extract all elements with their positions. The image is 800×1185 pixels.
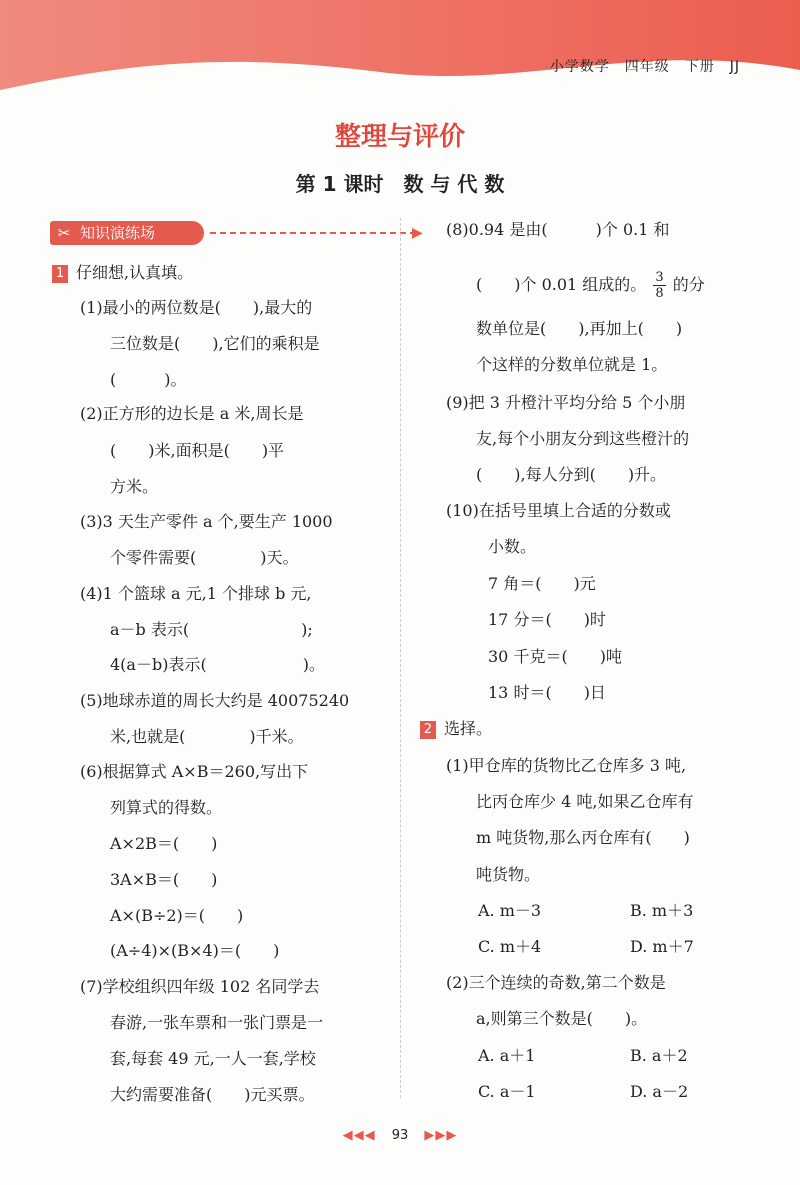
text-line: (5)地球赤道的周长大约是 40075240 (80, 691, 350, 710)
text-line-with-fraction (476, 270, 705, 301)
subject-label: 小学数学 四年级 下册 JJ (549, 59, 740, 75)
text-line: ( ),每人分到( )升。 (476, 465, 667, 484)
option-b: B. m＋3 (630, 901, 694, 920)
banner-dash (210, 232, 416, 234)
text-line: 大约需要准备( )元买票。 (110, 1085, 315, 1104)
text-line: 吨货物。 (476, 865, 541, 884)
text-line: A×2B＝( ) (110, 834, 218, 853)
text-line: (9)把 3 升橙汁平均分给 5 个小朋 (446, 393, 686, 412)
option-a: A. m－3 (478, 901, 542, 920)
text-line: A×(B÷2)＝( ) (110, 906, 244, 925)
text-line: 列算式的得数。 (110, 798, 223, 817)
header-band (0, 0, 800, 100)
text-line: 友,每个小朋友分到这些橙汁的 (476, 429, 690, 448)
text-line: (3)3 天生产零件 a 个,要生产 1000 (80, 512, 333, 531)
text-line: (7)学校组织四年级 102 名同学去 (80, 977, 320, 996)
text-line: 数单位是( ),再加上( ) (476, 319, 683, 338)
text-line: 三位数是( ),它们的乘积是 (110, 334, 320, 353)
scissors-icon: ✂ (57, 224, 71, 242)
text-line: 方米。 (110, 477, 159, 496)
text-line: 米,也就是( )千米。 (110, 727, 304, 746)
text-line: (6)根据算式 A×B＝260,写出下 (80, 762, 309, 781)
text-line: 30 千克＝( )吨 (488, 647, 622, 666)
text-line: 套,每套 49 元,一人一套,学校 (110, 1049, 316, 1068)
text-line: 小数。 (488, 537, 537, 556)
question-2-title: 选择。 (444, 719, 493, 738)
text-segment: ( )个 0.01 组成的。 (476, 275, 647, 294)
arrow-right-icon: ▶ (412, 225, 423, 241)
text-line: 比丙仓库少 4 吨,如果乙仓库有 (476, 792, 694, 811)
text-line: 个零件需要( )天。 (110, 548, 299, 567)
text-line: 3A×B＝( ) (110, 870, 218, 889)
text-line: (8)0.94 是由( )个 0.1 和 (446, 220, 670, 239)
text-line: ( )米,面积是( )平 (110, 441, 285, 460)
text-line: 个这样的分数单位就是 1。 (476, 355, 668, 374)
fraction-denominator: 8 (655, 286, 664, 301)
question-2-heading (420, 718, 492, 740)
question-number-badge: 1 (52, 265, 68, 283)
page-number: 93 (391, 1128, 409, 1143)
fraction-numerator: 3 (655, 270, 664, 285)
lesson-title: 第 1 课时 数 与 代 数 (295, 172, 505, 196)
text-line: ( )。 (110, 370, 187, 389)
option-b: B. a＋2 (630, 1046, 688, 1065)
option-a: A. a＋1 (478, 1046, 536, 1065)
text-line: (1)甲仓库的货物比乙仓库多 3 吨, (446, 756, 687, 775)
text-line: (A÷4)×(B×4)＝( ) (110, 941, 280, 960)
option-c: C. a－1 (478, 1082, 536, 1101)
text-line: a,则第三个数是( )。 (476, 1009, 648, 1028)
text-line: (10)在括号里填上合适的分数或 (446, 501, 671, 520)
column-divider (400, 218, 401, 1098)
text-line: (1)最小的两位数是( ),最大的 (80, 298, 313, 317)
header-wave (0, 0, 800, 100)
text-segment: 的分 (672, 275, 705, 294)
text-line: m 吨货物,那么丙仓库有( ) (476, 828, 690, 847)
text-line: 4(a－b)表示( )。 (110, 655, 325, 674)
text-line: 17 分＝( )时 (488, 610, 606, 629)
text-line: (4)1 个篮球 a 元,1 个排球 b 元, (80, 584, 312, 603)
banner-pill (50, 221, 204, 245)
text-line: a－b 表示( ); (110, 620, 313, 639)
text-line: (2)正方形的边长是 a 米,周长是 (80, 404, 304, 423)
question-1-heading (52, 262, 193, 284)
text-line: 13 时＝( )日 (488, 683, 606, 702)
question-number-badge: 2 (420, 721, 436, 739)
page-footer (0, 1128, 800, 1143)
fraction (653, 270, 665, 301)
option-d: D. a－2 (630, 1082, 689, 1101)
question-1-title: 仔细想,认真填。 (76, 263, 194, 282)
prev-arrows-icon: ◀◀◀ (342, 1128, 376, 1143)
text-line: 春游,一张车票和一张门票是一 (110, 1013, 324, 1032)
option-d: D. m＋7 (630, 937, 694, 956)
text-line: (2)三个连续的奇数,第二个数是 (446, 973, 666, 992)
next-arrows-icon: ▶▶▶ (424, 1128, 458, 1143)
text-line: 7 角＝( )元 (488, 574, 596, 593)
banner-label: 知识演练场 (80, 224, 156, 242)
option-c: C. m＋4 (478, 937, 542, 956)
page-title: 整理与评价 (334, 122, 465, 152)
